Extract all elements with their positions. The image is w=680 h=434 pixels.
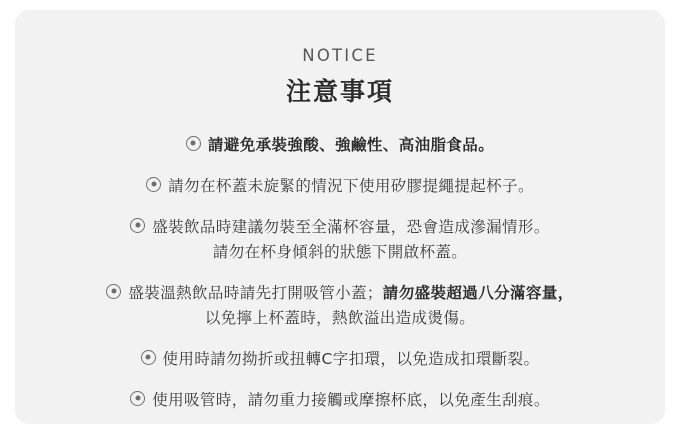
list-item	[55, 388, 625, 412]
list-item-line1: 請勿在杯蓋未旋緊的情況下使用矽膠提繩提起杯子。	[168, 176, 534, 195]
circle-dot-bullet-icon	[106, 284, 121, 299]
list-item-line1-emphasis: 請勿盛裝超過八分滿容量，	[382, 283, 574, 302]
notice-headline: 注意事項	[285, 76, 394, 106]
circle-dot-bullet-icon	[146, 177, 161, 192]
list-item	[55, 215, 625, 264]
list-item-line2: 以免擰上杯蓋時，熱飲溢出造成燙傷。	[204, 308, 476, 327]
list-item	[55, 281, 625, 330]
list-item-line2: 請勿在杯身傾斜的狀態下開啟杯蓋。	[212, 242, 468, 261]
circle-dot-bullet-icon	[141, 350, 156, 365]
circle-dot-bullet-icon	[130, 391, 145, 406]
list-item-line1: 使用時請勿拗折或扭轉C字扣環，以免造成扣環斷裂。	[162, 349, 540, 368]
list-item	[55, 133, 625, 157]
notice-item-list	[55, 133, 625, 429]
list-item	[55, 174, 625, 198]
list-item-line1: 盛裝溫熱飲品時請先打開吸管小蓋；	[128, 283, 383, 302]
list-item-line1: 盛裝飲品時建議勿裝至全滿杯容量，恐會造成滲漏情形。	[152, 217, 550, 236]
circle-dot-bullet-icon	[130, 218, 145, 233]
list-item-line1: 請避免承裝強酸、強鹼性、高油脂食品。	[207, 135, 495, 154]
list-item-line1: 使用吸管時，請勿重力接觸或摩擦杯底，以免產生刮痕。	[152, 390, 550, 409]
notice-card	[15, 10, 665, 424]
notice-eyebrow: NOTICE	[302, 46, 378, 65]
circle-dot-bullet-icon	[186, 136, 201, 151]
list-item	[55, 347, 625, 371]
